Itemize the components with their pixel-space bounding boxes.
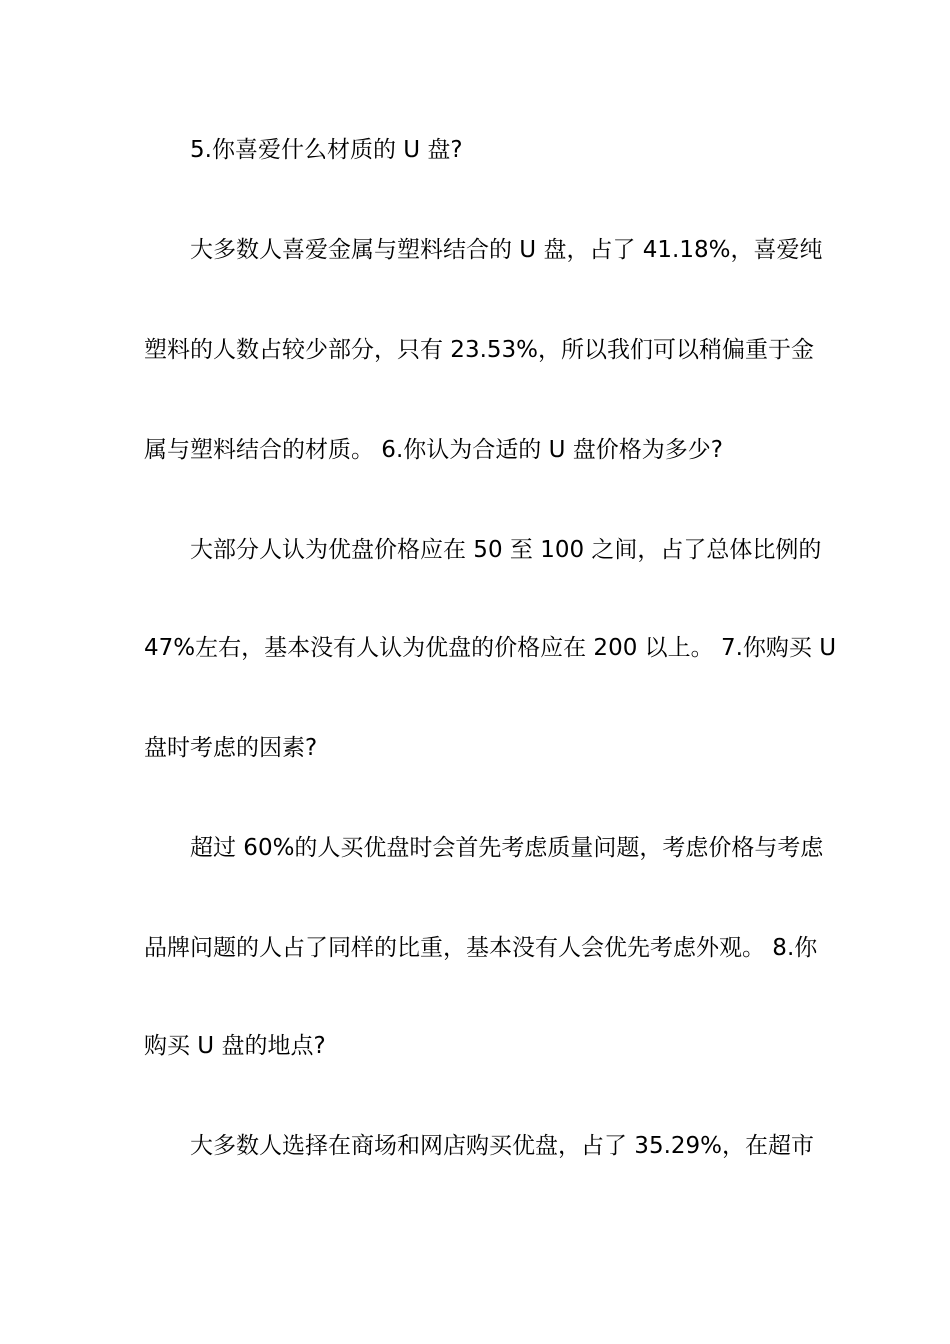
- question-5-heading: 5.你喜爱什么材质的 U 盘?: [190, 137, 463, 163]
- paragraph-line: 品牌问题的人占了同样的比重，基本没有人会优先考虑外观。 8.你: [144, 935, 818, 961]
- paragraph-line: 47%左右，基本没有人认为优盘的价格应在 200 以上。 7.你购买 U: [144, 635, 837, 661]
- paragraph-line: 盘时考虑的因素?: [144, 735, 318, 761]
- paragraph-line: 塑料的人数占较少部分，只有 23.53%，所以我们可以稍偏重于金: [144, 337, 815, 363]
- paragraph-line: 大部分人认为优盘价格应在 50 至 100 之间，占了总体比例的: [190, 537, 822, 563]
- paragraph-line: 购买 U 盘的地点?: [144, 1033, 326, 1059]
- paragraph-line: 大多数人喜爱金属与塑料结合的 U 盘，占了 41.18%，喜爱纯: [190, 237, 823, 263]
- paragraph-line: 超过 60%的人买优盘时会首先考虑质量问题，考虑价格与考虑: [190, 835, 824, 861]
- paragraph-line: 大多数人选择在商场和网店购买优盘，占了 35.29%，在超市: [190, 1133, 815, 1159]
- paragraph-line: 属与塑料结合的材质。 6.你认为合适的 U 盘价格为多少?: [144, 437, 723, 463]
